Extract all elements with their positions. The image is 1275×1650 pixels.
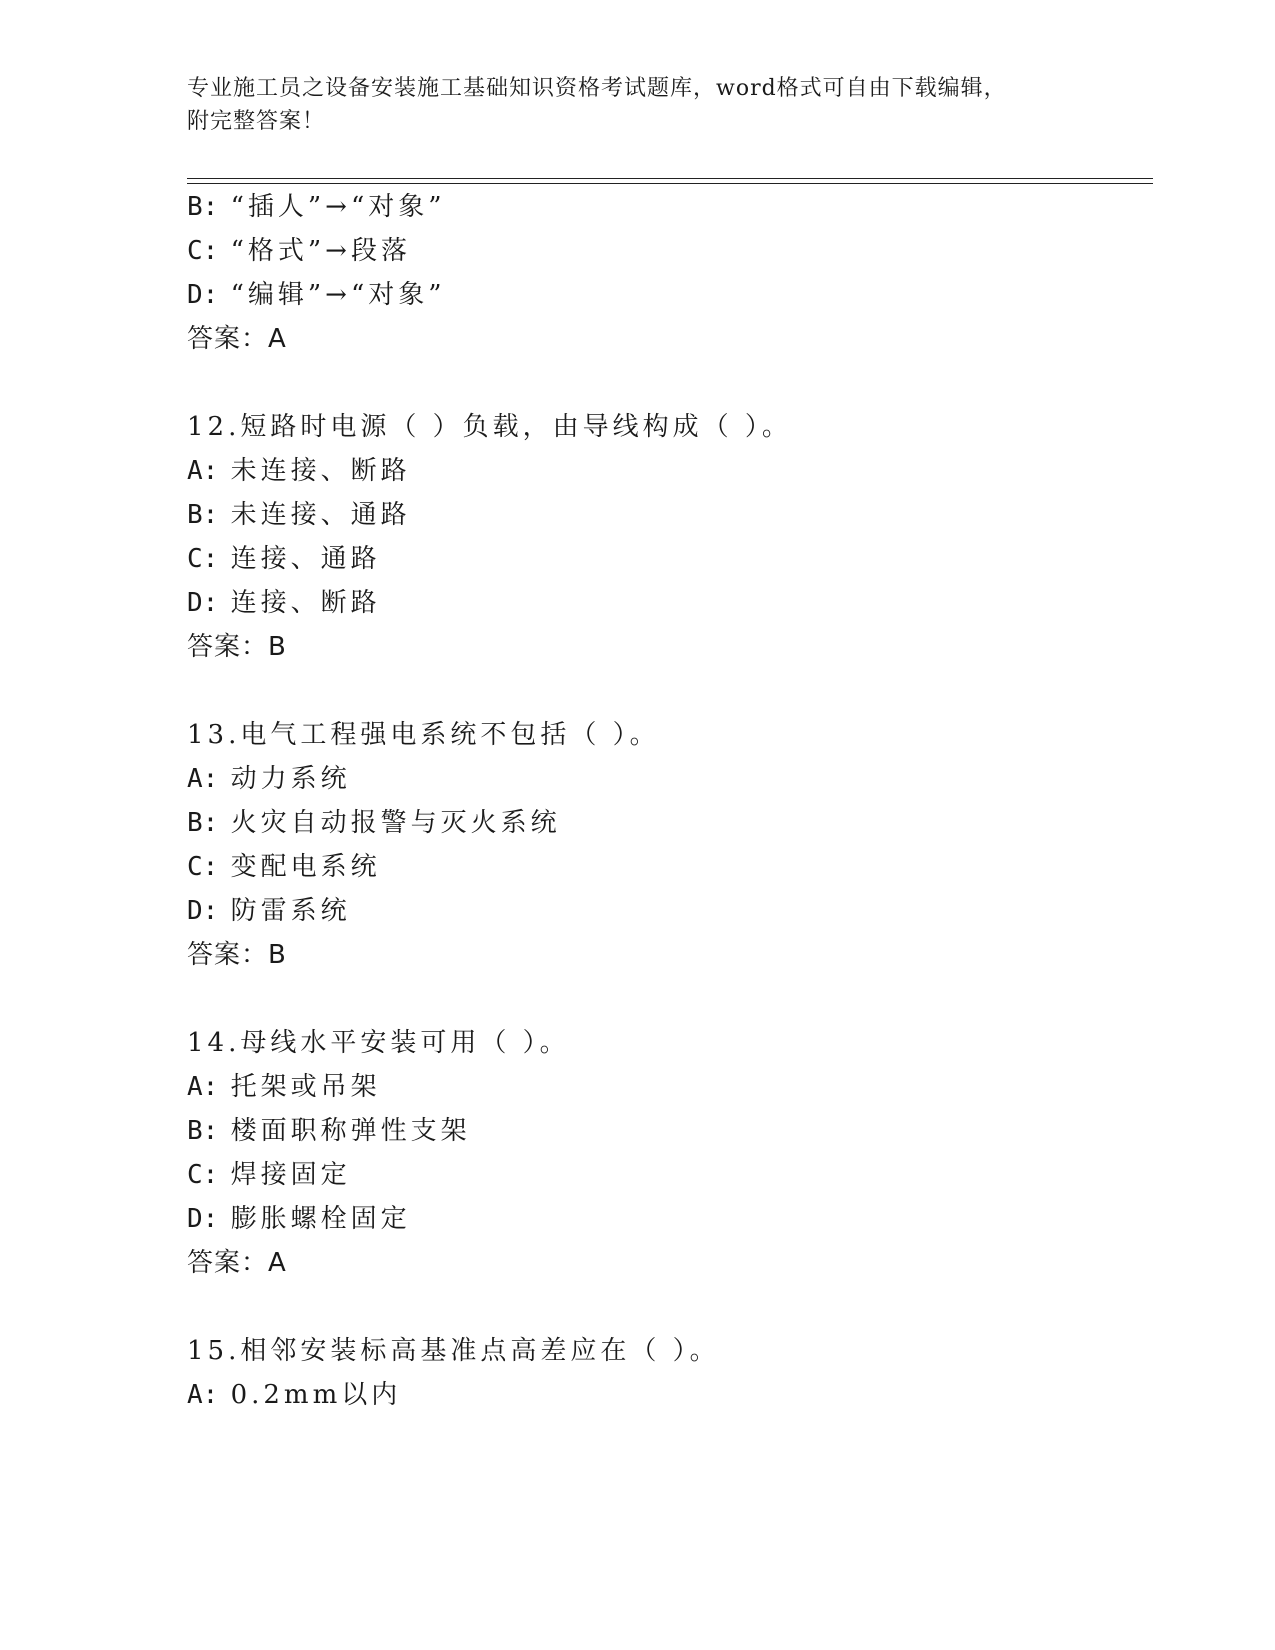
q14-option-c: C: 焊接固定 — [187, 1160, 351, 1190]
q13-option-a: A: 动力系统 — [187, 764, 351, 794]
q11-option-d: D: “编辑”→“对象” — [187, 280, 446, 310]
q14-question: 14.母线水平安装可用（ ）。 — [187, 1028, 570, 1058]
q14-answer: 答案：A — [187, 1248, 287, 1278]
q15-question: 15.相邻安装标高基准点高差应在（ ）。 — [187, 1336, 720, 1366]
q11-option-c: C: “格式”→段落 — [187, 236, 411, 266]
q13-answer: 答案：B — [187, 940, 287, 970]
q11-option-b: B: “插人”→“对象” — [187, 192, 446, 222]
q13-option-c: C: 变配电系统 — [187, 852, 381, 882]
q15-option-a: A: 0.2mm以内 — [187, 1380, 402, 1410]
header-divider-bottom — [187, 183, 1153, 184]
q14-option-b: B: 楼面职称弹性支架 — [187, 1116, 471, 1146]
q13-question: 13.电气工程强电系统不包括（ ）。 — [187, 720, 660, 750]
q11-answer: 答案：A — [187, 324, 287, 354]
q12-option-a: A: 未连接、断路 — [187, 456, 411, 486]
q14-option-d: D: 膨胀螺栓固定 — [187, 1204, 411, 1234]
header-line-2: 附完整答案！ — [187, 109, 326, 134]
q12-option-c: C: 连接、通路 — [187, 544, 381, 574]
q13-option-d: D: 防雷系统 — [187, 896, 351, 926]
document-header — [187, 72, 1087, 138]
q12-question: 12.短路时电源（ ）负载，由导线构成（ ）。 — [187, 412, 792, 442]
q12-option-d: D: 连接、断路 — [187, 588, 381, 618]
q12-option-b: B: 未连接、通路 — [187, 500, 411, 530]
q13-option-b: B: 火灾自动报警与灭火系统 — [187, 808, 561, 838]
header-divider-top — [187, 178, 1153, 179]
q14-option-a: A: 托架或吊架 — [187, 1072, 381, 1102]
q12-answer: 答案：B — [187, 632, 287, 662]
header-line-1: 专业施工员之设备安装施工基础知识资格考试题库，word格式可自由下载编辑， — [187, 76, 1007, 101]
